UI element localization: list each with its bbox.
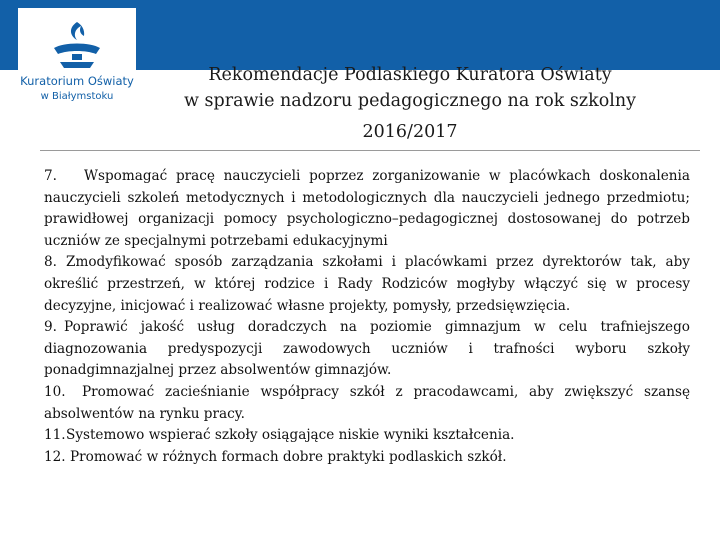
item-text: Promować w różnych formach dobre praktyki podlaskich szkół. — [70, 448, 507, 465]
list-item — [44, 425, 690, 447]
title-divider — [40, 150, 700, 151]
item-text: Promować zacieśnianie współpracy szkół z pracodawcami, aby zwiększyć szansę absolwentów na rynku pracy. — [44, 383, 690, 422]
recommendations-list — [44, 166, 690, 468]
logo-text-secondary: w Białymstoku — [40, 91, 114, 102]
item-number: 9. — [44, 319, 57, 336]
title-line-1: Rekomendacje Podlaskiego Kuratora Oświaty — [208, 65, 612, 85]
item-text: Wspomagać pracę nauczycieli poprzez zorganizowanie w placówkach doskonalenia nauczycieli szkoleń metodycznych i metodologicznych dla nauczycieli jednego przedmiotu; prawidłowej organizacji pomocy psychologiczno–pedagogicznej dostosowanej do potrzeb uczniów ze specjalnymi potrzebami edukacyjnymi — [44, 168, 690, 249]
list-item — [44, 447, 690, 469]
kuratorium-logo — [18, 8, 136, 118]
title-line-3: 2016/2017 — [362, 122, 458, 142]
list-item — [44, 382, 690, 425]
list-item — [44, 252, 690, 317]
title-line-2: w sprawie nadzoru pedagogicznego na rok szkolny — [184, 91, 636, 111]
item-number: 12. — [44, 448, 66, 465]
item-number: 8. — [44, 254, 57, 271]
item-number: 11. — [44, 427, 66, 444]
list-item — [44, 166, 690, 252]
item-text: Zmodyfikować sposób zarządzania szkołami i placówkami przez dyrektorów tak, aby określić przestrzeń, w której rodzice i Rady Rodziców mogłyby włączyć się w procesy decyzyjne, inicjować i realizować własne projekty, pomysły, przedsięwzięcia. — [44, 254, 690, 314]
item-text: Systemowo wspierać szkoły osiągające niskie wyniki kształcenia. — [66, 427, 515, 444]
list-item — [44, 317, 690, 382]
logo-text-primary: Kuratorium Oświaty — [20, 74, 134, 88]
lamp-emblem-icon — [48, 18, 106, 72]
item-text: Poprawić jakość usług doradczych na poziomie gimnazjum w celu trafniejszego diagnozowania predyspozycji zawodowych uczniów i trafności wyboru szkoły ponadgimnazjalnej przez absolwentów gimnazjów. — [44, 319, 690, 379]
page-title — [130, 65, 690, 148]
item-number: 10. — [44, 383, 66, 400]
item-number: 7. — [44, 168, 57, 184]
